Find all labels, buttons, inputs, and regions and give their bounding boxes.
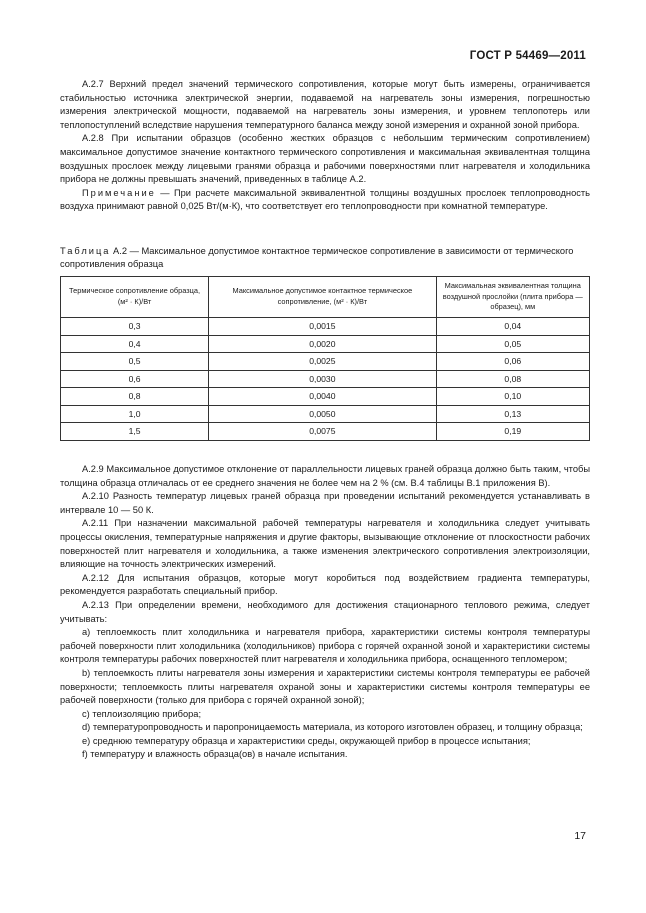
table-row	[61, 423, 590, 441]
list-item: c) теплоизоляцию прибора;	[82, 708, 202, 719]
note-label: Примечание	[82, 187, 156, 198]
table-cell: 0,04	[436, 318, 589, 336]
paragraph: А.2.7 Верхний предел значений термического сопротивления, которые могут быть измерены, ограничивается стабильностью источника электрической энергии, подаваемой на нагреватель зоны измерения, погрешностью измерения электрической мощности, подаваемой на нагреватель зоны измерения, и уровнем теплопотерь или теплопоступлений вследствие нарушения температурного баланса между зоной измерения и охранной зоной прибора.	[60, 79, 590, 130]
list-item: e) среднюю температуру образца и характеристики среды, окружающей прибор в процессе испытания;	[82, 735, 531, 746]
text-block-top	[60, 78, 590, 214]
table-cell: 0,0015	[209, 318, 436, 336]
column-header: Термическое сопротивление образца, (м² · К)/Вт	[61, 277, 209, 318]
note-text: — При расчете максимальной эквивалентной толщины воздушных прослоек теплопроводность воздуха принимают равной 0,025 Вт/(м·К), что соответствует его теплопроводности при комнатной температуре.	[60, 187, 590, 212]
paragraph: А.2.10 Разность температур лицевых граней образца при проведении испытаний рекомендуется устанавливать в интервале 10 — 50 К.	[60, 491, 590, 515]
paragraph: А.2.9 Максимальное допустимое отклонение от параллельности лицевых граней образца должно быть таким, чтобы толщина образца отличалась от ее среднего значения не более чем на 2 % (см. В.4 таблицы В.1 приложения В).	[60, 464, 590, 488]
table-caption-text: А.2 — Максимальное допустимое контактное термическое сопротивление в зависимости от термического сопротивления образца	[60, 246, 574, 270]
text-block-bottom	[60, 463, 590, 762]
table-row	[61, 335, 590, 353]
table-cell: 0,06	[436, 353, 589, 371]
table-cell: 0,3	[61, 318, 209, 336]
table-cell: 0,6	[61, 370, 209, 388]
table-cell: 0,0025	[209, 353, 436, 371]
table-cell: 0,4	[61, 335, 209, 353]
list-item: d) температуропроводность и паропроницаемость материала, из которого изготовлен образец, и толщину образца;	[82, 722, 583, 733]
standard-number: ГОСТ Р 54469—2011	[469, 50, 586, 62]
table-caption	[60, 245, 590, 271]
table-cell: 0,0020	[209, 335, 436, 353]
table-cell: 0,5	[61, 353, 209, 371]
table-row	[61, 388, 590, 406]
table-cell: 0,0075	[209, 423, 436, 441]
table-row	[61, 318, 590, 336]
paragraph: А.2.13 При определении времени, необходимого для достижения стационарного теплового режима, следует учитывать:	[60, 599, 590, 624]
list-item: f) температуру и влажность образца(ов) в начале испытания.	[82, 749, 348, 760]
paragraph: А.2.8 При испытании образцов (особенно жестких образцов с небольшим термическим сопротивлением) максимальное допустимое значение контактного термического сопротивления и максимальная эквивалентная толщина воздушных прослоек между лицевыми гранями образца и рабочими поверхностями плит нагревателя и холодильника прибора не должны превышать значений, приведенных в таблице А.2.	[60, 133, 590, 185]
table-cell: 0,10	[436, 388, 589, 406]
table-row	[61, 405, 590, 423]
table-header-row	[61, 277, 590, 318]
paragraph: А.2.12 Для испытания образцов, которые могут коробиться под воздействием градиента температуры, рекомендуется разработать специальный прибор.	[60, 572, 590, 597]
paragraph: А.2.11 При назначении максимальной рабочей температуры нагревателя и холодильника следует учитывать процессы окисления, температурные напряжения и другие факторы, вызывающие отклонение от плоскостности рабочих поверхностей плит нагревателя и холодильника, а также изменения электрического сопротивления электроизоляции, влияющие на точность электрических измерений.	[60, 518, 590, 570]
table-cell: 0,13	[436, 405, 589, 423]
list-item: а) теплоемкость плит холодильника и нагревателя прибора, характеристики системы контроля температуры рабочей поверхности плит холодильника (холодильников) прибора с горячей охранной зоной и характеристики системы контроля температуры рабочих поверхностей плит нагревателя и холодильника прибора, оснащенного тепломером;	[60, 627, 590, 665]
table-cell: 0,0040	[209, 388, 436, 406]
table-cell: 0,8	[61, 388, 209, 406]
table-row	[61, 370, 590, 388]
table-cell: 0,0030	[209, 370, 436, 388]
table-cell: 0,05	[436, 335, 589, 353]
table-cell: 0,19	[436, 423, 589, 441]
table-cell: 1,5	[61, 423, 209, 441]
column-header: Максимальное допустимое контактное термическое сопротивление, (м² · К)/Вт	[209, 277, 436, 318]
table-cell: 0,0050	[209, 405, 436, 423]
table-row	[61, 353, 590, 371]
page-number: 17	[574, 830, 586, 842]
list-item: b) теплоемкость плиты нагревателя зоны измерения и характеристики системы контроля температуры ее рабочей поверхности; теплоемкость плиты нагревателя охраной зоны и характеристики системы контроля температуры ее рабочей поверхности (только для прибора с горячей охранной зоной);	[60, 667, 590, 706]
data-table	[60, 276, 590, 441]
table-cell: 1,0	[61, 405, 209, 423]
table-caption-label: Таблица	[60, 246, 111, 256]
table-cell: 0,08	[436, 370, 589, 388]
column-header: Максимальная эквивалентная толщина воздушной прослойки (плита прибора — образец), мм	[436, 277, 589, 318]
note	[60, 187, 590, 214]
